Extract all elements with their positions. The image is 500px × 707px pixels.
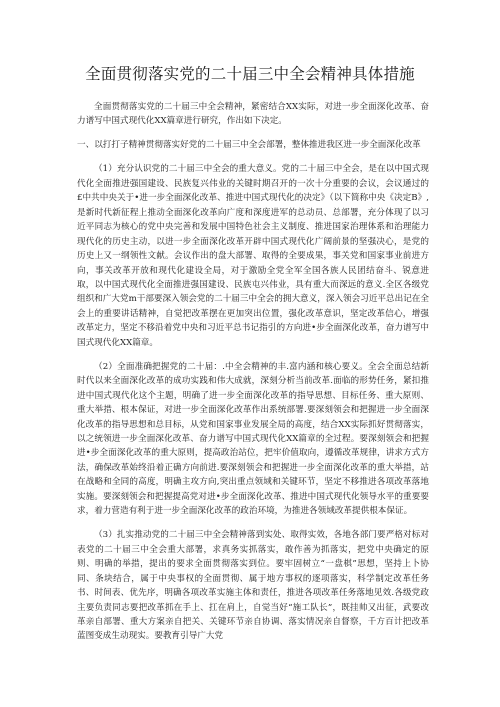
paragraph-1: （1）充分认识党的二十届三中全会的重大意义。党的二十届三中全会，是在以中国式现代化全面推进强国建设、民族复兴伟业的关键时期召开的一次十分重要的会议，会议通过的£中共中央关于•进一步全面深化改革、推进中国式现代化的决定》（以下简称中央《决定B》,是新时代新征程上推动全面深化改革向广度和深度进军的总动员、总部署，充分体现了以习近平同志为核心的党中央完善和发展中国特色社会主义制度、推进国家治理体系和治理能力现代化的历史主动，以进一步全面深化改革开辟中国式现代化广阔前景的坚强决心，是党的历史上又一纲领性文献。会议作出的盘大部署、取得的全要成果，事关党和国家事业前进方向，事关改革开放和现代化建设全局，对于激励全党全军全国各族人民团结奋斗、锐意进取，以中国式现代化全面推进强国建设、民族屯兴伟业，具有重大而深远的意义.全区各级党组织和广大党m干部要深入领会党的二十届三中全会的拥大意义，深入领会习近平总出记在全会上的重要讲话精神，自觉把改革摆在更加突出位置，强化改革意识，坚定改革信心，增强改革定力，坚定不移沿着党中央和习近平总书记指引的方向进•步全面深化改革，奋力谱写中国式现代化XX篇章。 <box>77 164 429 348</box>
paragraph-2: （2）全面准确把握党的二十届：.中全会精神的丰.富内涵和核心要义。全会全面总结新时代以来全面深化改革的成功实践和伟大成就，深刻分析当前改革.面临的形势任务，紧扣推进中国式现代化这个主题，明确了进一步全面深化改革的指导思想、目标任务、重大原则、重大举措、根本保证，对进一步全面深化改革作出系统部署.要深刻领会和把握进一步全面深化改革的指导思想和总目标，从党和国家事业发展全局的高度，结合XX实际抓好贯彻落实，以之统领进一步全面深化改革、奋力谱写中国式现代化XX篇章的全过程。要深刻领会和把握进•步全面深化改革的重大原则，提高政治站位，把牢价值取向，遵循改革规律，讲求方式方法，确保改革始终沿着正确方向前进.要深刻领会和把握进一步全面深化改革的重大举措，站在战略和全同的高度，明确主攻方向,突出重点领域和关键环节，坚定不移推进各项改革落地实施。要深刻领会和把握提高党对进•步全面深化改革、推进中国式现代化领导水平的重要要求，着力营造有利于进一步全面深化改革的政治环境，为推进各领域改革提供根本保证。 <box>77 361 429 517</box>
section-heading-1: 一、以打打子精神贯彻落实好党的二十届三中全会部署，整体推进我区进一步全面深化改革 <box>77 140 421 151</box>
paragraph-3: （3）扎实推动党的二十届三中全会精神落到实处、取得实效，各地各部门要严格对标对表党的二十届三中全会重大部署，求真务实抓落实，敢作善为抓落实，把党中央确定的原则、明确的举措，提出的要求全面贯彻落实到位。要牢固树立“一盘棋”思想，坚持上卜协同、条块结合，属于中央事权的全面贯彻、属于地方事权的逐项落实，科学制定改革任务书、时间表、优先序，明确各项改革实施主体和责任，推进各项改革任务落地见效.各级党政主要负责同志要把改革抓在手上、扛在肩上，自觉当好“施工队长”，既挂帅又出征，武要改革亲自部署、重大方案亲自把关、关键环节亲自协调、落实情况亲自督察，千方百计把改革蓝图变成生动现实。要教育引导广大党 <box>77 530 429 642</box>
document-title: 全面贯彻落实党的二十届三中全会精神具体措施 <box>85 65 415 83</box>
intro-paragraph: 全面贯彻落实党的二十届三中全会精神，紧密结合XX实际，对进一步全面深化改革、奋力谱写中国式现代化XX篇章进行研究，作出如下决定。 <box>77 102 429 127</box>
document-body <box>77 100 429 653</box>
